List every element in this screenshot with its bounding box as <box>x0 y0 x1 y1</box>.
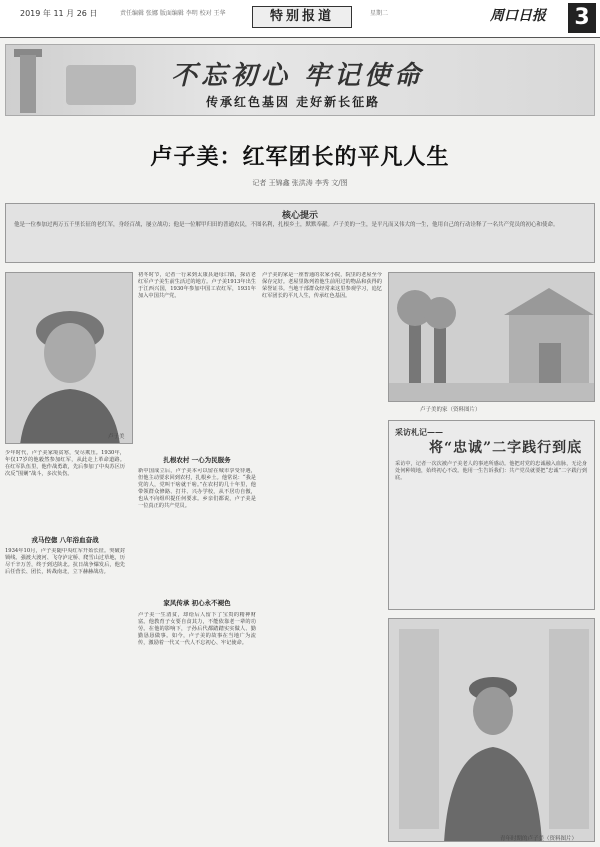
monument-icon <box>20 55 36 113</box>
body-col1a: 初冬时节，记者一行来到太康县逊母口镇，探访老红军卢子美生前生活过的地方。卢子美1913年出生于江西兴国，1930年参加中国工农红军，1931年加入中国共产党。 <box>138 272 256 300</box>
page-header <box>0 0 600 38</box>
section-heading-1: 戎马倥偬 八年浴血奋战 <box>31 536 99 544</box>
article-byline: 记者 王锦鑫 张洪涛 李秀 文/图 <box>252 179 348 187</box>
body-col2: 新中国成立后，卢子美本可以留在城市享受待遇，但他主动要求回到农村，扎根乡土。他常说：“我是党的人，党叫干啥就干啥。”在农村的几十年里，他带领群众修路、打井、兴办学校，从不居功自傲，也从不向组织提任何要求。乡亲们都说，卢子美是一位真正的共产党员。 <box>138 468 256 510</box>
party-flag-icon <box>66 65 136 105</box>
section-heading-2: 扎根农村 一心为民服务 <box>163 456 231 464</box>
interview-notes-box <box>388 420 595 610</box>
header-date: 2019 年 11 月 26 日 <box>20 9 98 18</box>
body-col2b: 卢子美一生清贫，却给后人留下了宝贵的精神财富。他教育子女要自食其力，不能依靠老一辈的功劳。在他的影响下，子孙后代都踏踏实实做人、勤勤恳恳做事。如今，卢子美的故事在当地广为流传，激励着一代又一代人不忘初心、牢记使命。 <box>138 612 256 647</box>
paper-name: 周口日报 <box>490 8 546 24</box>
keynote-heading: 核心提示 <box>281 211 318 221</box>
body-col1b: 少年时代，卢子美家境贫寒，受尽欺压。1930年，年仅17岁的他毅然参加红军，从此走上革命道路。在红军队伍里，他作战勇敢，先后参加了中央苏区历次反“围剿”战斗，多次负伤。 <box>5 450 125 478</box>
section-title: 特别报道 <box>252 6 352 28</box>
young-soldier-icon <box>389 619 595 842</box>
body-col3: 卢子美的家是一座普通的农家小院，院里的老屋至今保存完好。老屋里陈列着他生前用过的物品和获得的荣誉证书。当地干部群众经常来这里参观学习，追忆红军团长的平凡人生，传承红色基因。 <box>262 272 382 300</box>
page-number: 3 <box>568 3 596 33</box>
portrait-caption: 卢子美 <box>108 434 125 440</box>
sidebar-text: 采访中，记者一次次被卢子美老人的事迹所感动。他把对党的忠诚融入血脉，无论身处何种境地，始终初心不改。他用一生告诉我们：共产党员就要把“忠诚”二字践行到底。 <box>395 461 588 481</box>
portrait-figure-icon <box>6 273 133 444</box>
section-heading-3: 家风传承 初心永不褪色 <box>163 599 231 607</box>
scene-photo <box>388 272 595 402</box>
banner-slogan: 不忘初心 牢记使命 <box>171 61 425 91</box>
young-caption: 青年时期的卢子美（资料图片） <box>500 836 578 842</box>
theme-banner <box>5 44 595 116</box>
banner-subslogan: 传承红色基因 走好新长征路 <box>206 95 381 109</box>
keynote-text: 他是一位参加过两万五千里长征的老红军，身经百战，屡立战功；他是一位解甲归田的普通农民，不图名利，扎根乡土，默默奉献。卢子美的一生，是平凡而又伟大的一生，他用自己的行动诠释了一名共产党员的初心和使命。 <box>14 222 559 228</box>
editor-line: 责任编辑 张娜 版面编辑 李明 校对 王华 <box>120 10 226 17</box>
sidebar-label: 采访札记—— <box>395 427 443 437</box>
keynote-box <box>5 203 595 263</box>
portrait-photo <box>5 272 133 444</box>
young-portrait-photo <box>388 618 595 842</box>
sidebar-title: 将“忠诚”二字践行到底 <box>429 440 583 456</box>
date-suffix: 星期二 <box>370 10 389 17</box>
scene-caption: 卢子美的家（资料图片） <box>420 407 481 413</box>
article-title: 卢子美：红军团长的平凡人生 <box>150 145 450 170</box>
body-col1c: 1934年10月，卢子美随中央红军开始长征。突破封锁线、强渡大渡河、飞夺泸定桥、爬雪山过草地，历尽千辛万苦，终于到达陕北。抗日战争爆发后，他先后任营长、团长，转战南北，立下赫赫战功。 <box>5 548 125 576</box>
house-scene-icon <box>389 273 595 402</box>
